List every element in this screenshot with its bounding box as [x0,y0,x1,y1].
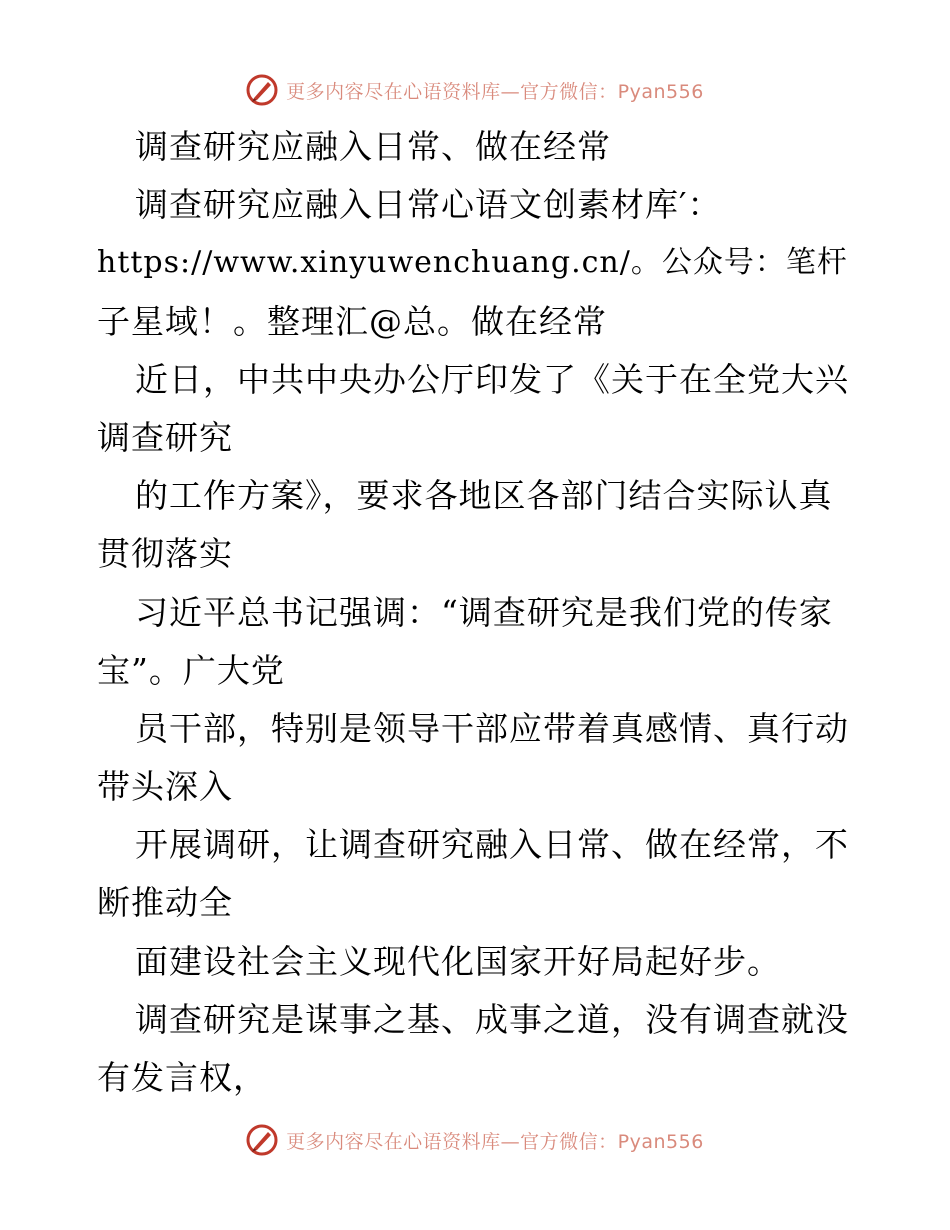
paragraph-line: 面建设社会主义现代化国家开好局起好步。 [135,941,781,981]
paragraph-line: 调查研究应融入日常心语文创素材库′： [135,185,722,225]
paragraph-line: 带头深入 [97,767,233,807]
watermark-wechat-id: Pyan556 [617,80,704,103]
watermark-text: 更多内容尽在心语资料库—官方微信：Pyan556 [286,1130,704,1153]
paragraph-line: 子星域！。整理汇@总。做在经常 [97,301,607,341]
document-title: 调查研究应融入日常、做在经常 [135,127,611,166]
paragraph-line: 贯彻落实 [97,534,233,574]
paragraph-line: https://www.xinyuwenchuang.cn/。公众号：笔杆 [97,245,848,281]
paragraph-line: 开展调研，让调查研究融入日常、做在经常，不 [135,825,849,865]
paragraph-line: 有发言权， [97,1058,267,1097]
pen-logo-icon [246,1124,278,1156]
watermark-text: 更多内容尽在心语资料库—官方微信：Pyan556 [286,80,704,103]
paragraph-line: 的工作方案》，要求各地区各部门结合实际认真 [135,476,833,516]
document-body [97,118,857,1107]
paragraph-line: 习近平总书记强调：“调查研究是我们党的传家 [135,592,833,632]
paragraph-line: 调查研究是谋事之基、成事之道，没有调查就没 [135,999,849,1039]
watermark-wechat-id: Pyan556 [617,1130,704,1153]
header-watermark [0,70,950,110]
paragraph-line: 宝”。广大党 [97,650,285,690]
pen-logo-icon [246,74,278,106]
paragraph-line: 断推动全 [97,883,233,923]
footer-watermark [0,1120,950,1160]
paragraph-line: 员干部，特别是领导干部应带着真感情、真行动 [135,708,849,748]
paragraph-line: 近日，中共中央办公厅印发了《关于在全党大兴 [135,359,849,399]
paragraph-line: 调查研究 [97,417,233,457]
